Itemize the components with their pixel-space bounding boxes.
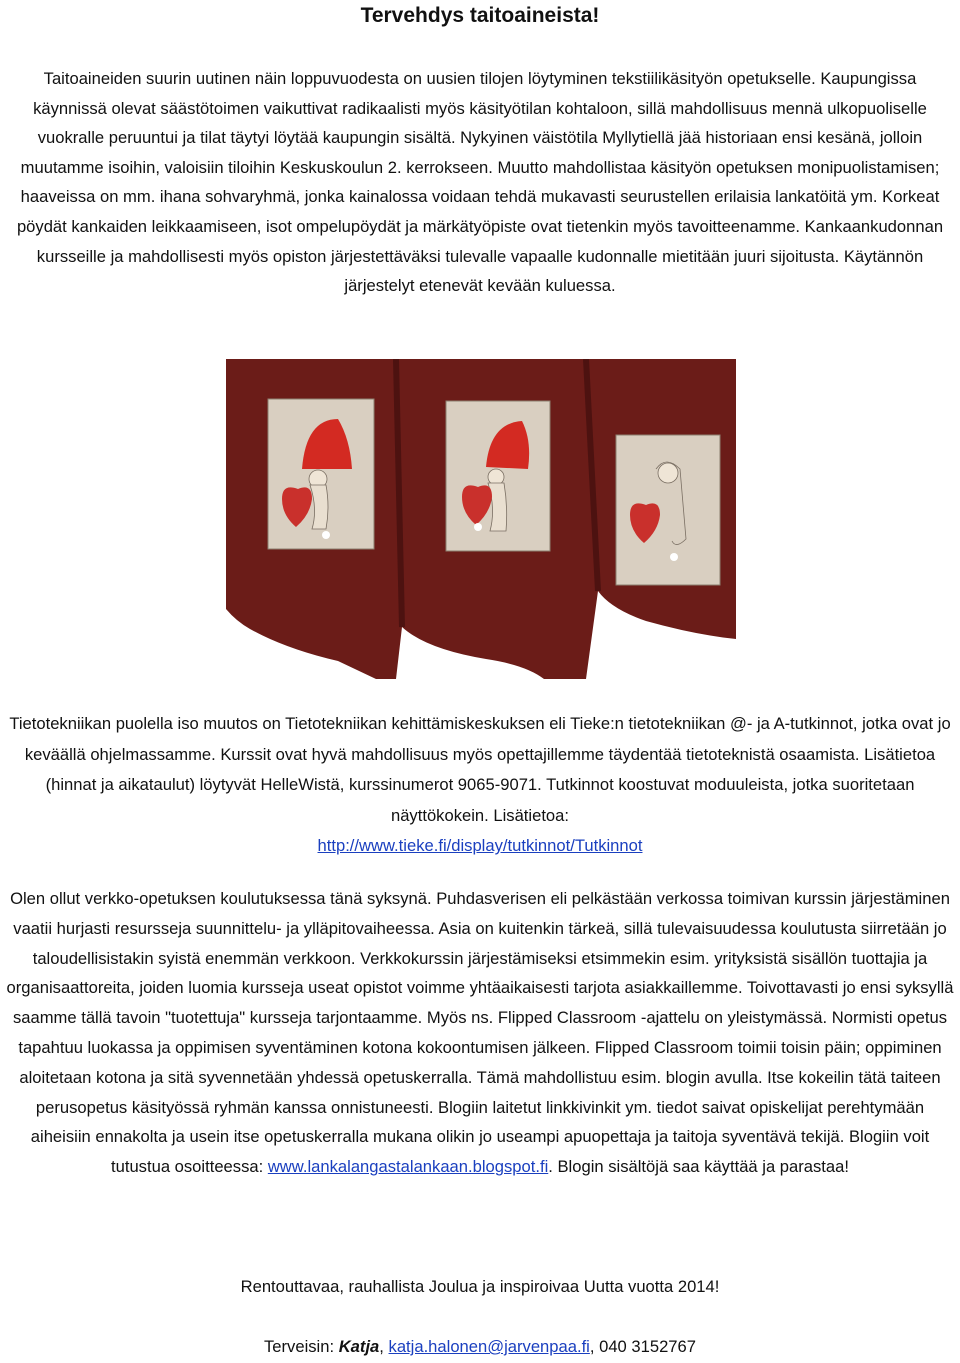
online-paragraph — [6, 884, 954, 1182]
tieke-link[interactable]: http://www.tieke.fi/display/tutkinnot/Tutkinnot — [317, 836, 643, 856]
it-paragraph — [6, 709, 954, 862]
online-paragraph-tail: . Blogin sisältöjä saa käyttää ja parastaa! — [548, 1157, 849, 1177]
page-title: Tervehdys taitoaineista! — [360, 4, 600, 27]
online-paragraph-text: Olen ollut verkko-opetuksen koulutuksessa tänä syksynä. Puhdasverisen eli pelkästään verkossa toimivan kurssin järjestäminen vaatii hurjasti resursseja suunnittelu- ja ylläpitovaiheessa. Asia on kuitenkin tärkeä, sillä tulevaisuudessa koulutusta siirretään jo taloudellisistakin syistä enemmän verkkoon. Verkkokurssin järjestämiseksi etsimmekin esim. yrityksistä sisällön tuottajia ja organisaattoreita, joiden luomia kursseja useat opistot voimme yhtäaikaisesti tarjota asiakkaillemme. Toivottavasti jo ensi syksyllä saamme tällä tavoin "tuotettuja" kursseja tarjontaamme. Myös ns. Flipped Classroom -ajattelu on yleistymässä. Normisti opetus tapahtuu luokassa ja oppimisen syventäminen kotona kokoontumisen jälkeen. Flipped Classroom toimii toisin päin; oppiminen aloitetaan kotona ja sitä syvennetään yhdessä opetuskerralla. Tämä mahdollistuu esim. blogin avulla. Itse kokeilin tätä taiteen perusopetus käsityössä ryhmän kanssa onnistuneesti. Blogiin laitetut linkkivinkit ym. tiedot saivat opiskelijat perehtymään aiheisiin ennakolta ja usein itse opetuskerralla mukana olikin jo useampi apuopettaja ja taitoja syventävä tekijä. Blogiin voit tutustua osoitteessa: — [6, 889, 954, 1177]
stockings-illustration — [226, 359, 736, 679]
greeting: Rentouttavaa, rauhallista Joulua ja inspiroivaa Uutta vuotta 2014! — [240, 1277, 720, 1296]
patch-gnome-1 — [268, 399, 374, 549]
email-link[interactable]: katja.halonen@jarvenpaa.fi — [388, 1337, 590, 1356]
it-paragraph-text: Tietotekniikan puolella iso muutos on Tietotekniikan kehittämiskeskuksen eli Tieke:n tietotekniikan @- ja A-tutkinnot, jotka ovat jo keväällä ohjelmassamme. Kurssit ovat hyvä mahdollisuus myös opettajillemme täydentää tietoteknistä osaamista. Lisätietoa (hinnat ja aikataulut) löytyvät HelleWistä, kurssinumerot 9065-9071. Tutkinnot koostuvat moduuleista, jotka suoritetaan näyttökokein. Lisätietoa: — [9, 714, 951, 825]
signature-name: Katja — [338, 1337, 380, 1356]
signature-phone: , 040 3152767 — [589, 1337, 696, 1356]
signature-prefix: Terveisin: — [264, 1337, 339, 1356]
stockings-photo — [226, 359, 736, 679]
signature — [6, 1332, 954, 1361]
patch-gnome-2 — [446, 401, 550, 551]
intro-paragraph: Taitoaineiden suurin uutinen näin loppuvuodesta on uusien tilojen löytyminen tekstiilikäsityön opetukselle. Kaupungissa käynnissä olevat säästötoimen vaikuttivat radikaalisti myös käsityötilan kohtaloon, sillä mahdollisuus mennä ulkopuoliselle vuokralle peruuntui ja tilat täytyi löytää kaupungin sisältä. Nykyinen väistötila Myllytiellä jää historiaan ensi kesänä, jolloin muutamme isoihin, valoisiin tiloihin Keskuskoulun 2. kerrokseen. Muutto mahdollistaa käsityön opetuksen monipuolistamisen; haaveissa on mm. ihana sohvaryhmä, jonka kainalossa voidaan tehdä mukavasti seurustellen erilaisia lankatöitä ym. Korkeat pöydät kankaiden leikkaamiseen, isot ompelupöydät ja märkätyöpiste ovat tietenkin myös tavoitteenamme. Kankaankudonnan kursseille ja mahdollisesti myös opiston järjestettäväksi tulevalle vapaalle kudonnalle mietitään juuri sijoitusta. Käytännön järjestelyt etenevät kevään kuluessa. — [16, 69, 944, 296]
signature-separator: , — [379, 1337, 389, 1356]
blog-link[interactable]: www.lankalangastalankaan.blogspot.fi — [267, 1157, 549, 1177]
patch-girl — [616, 435, 720, 585]
